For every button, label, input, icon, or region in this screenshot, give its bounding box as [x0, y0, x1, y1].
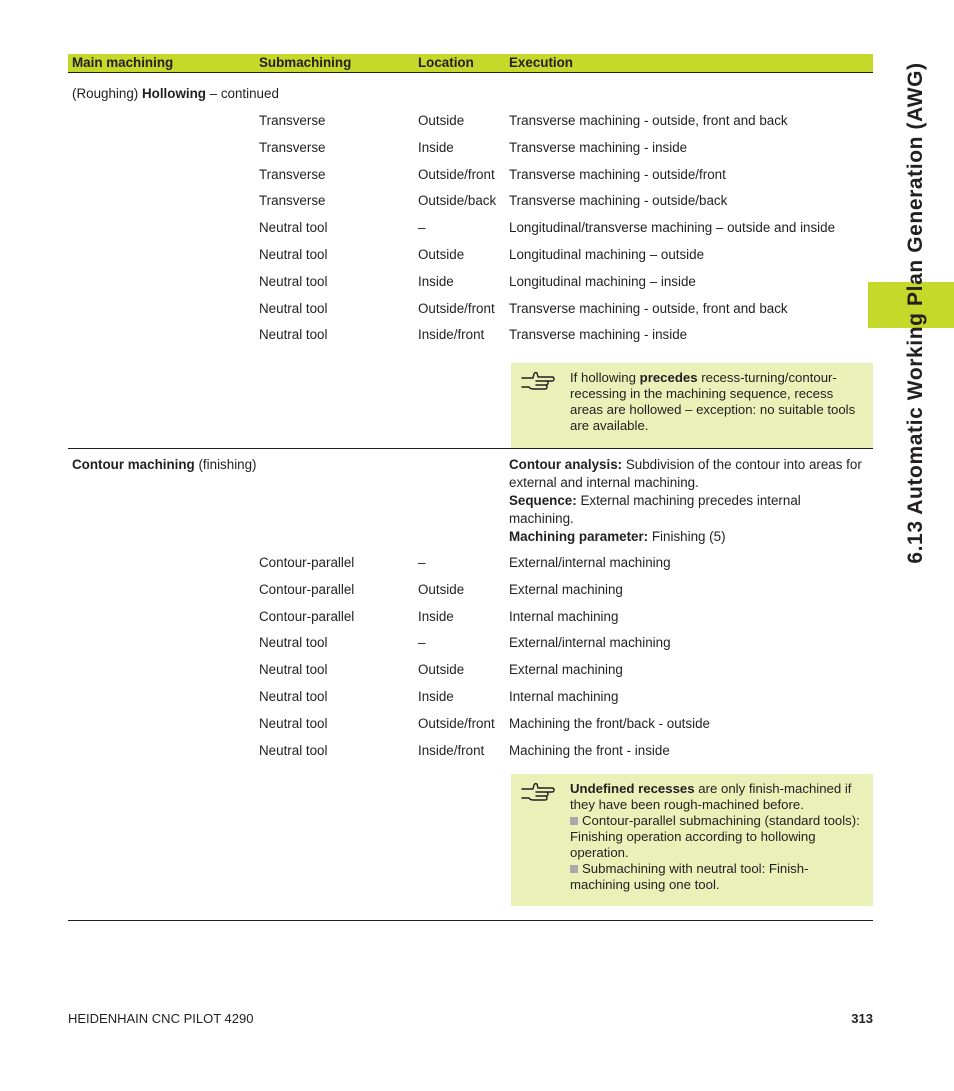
- pointing-hand-icon: [521, 782, 555, 802]
- cell-location: Outside/front: [418, 166, 495, 182]
- cell-submachining: Neutral tool: [259, 327, 328, 343]
- cell-location: –: [418, 635, 426, 651]
- cell-location: –: [418, 555, 426, 570]
- cell-execution: Transverse machining - inside: [509, 327, 688, 343]
- bullet-square: [570, 865, 578, 873]
- section-divider: [68, 448, 873, 449]
- cell-submachining: Neutral tool: [259, 220, 328, 236]
- cell-execution: Internal machining: [509, 689, 619, 704]
- note-contour: [511, 774, 873, 906]
- cell-submachining: Contour-parallel: [259, 608, 355, 624]
- cell-submachining: Transverse: [259, 193, 326, 209]
- header-submachining: Submachining: [259, 55, 352, 70]
- cell-execution: Longitudinal/transverse machining – outside and inside: [509, 220, 836, 236]
- cell-execution: External machining: [509, 662, 623, 678]
- cell-execution: Transverse machining - outside/front: [509, 166, 726, 182]
- bullet-square: [570, 817, 578, 825]
- header-main-machining: Main machining: [72, 55, 174, 70]
- cell-submachining: Neutral tool: [259, 689, 328, 704]
- footer-product: HEIDENHAIN CNC PILOT 4290: [68, 1011, 254, 1026]
- cell-execution: Machining the front - inside: [509, 742, 670, 758]
- table-bottom-rule: [68, 920, 873, 921]
- cell-location: Inside: [418, 273, 454, 289]
- cell-execution: Longitudinal machining – outside: [509, 247, 705, 262]
- cell-location: Inside: [418, 608, 454, 624]
- cell-location: Inside: [418, 139, 454, 155]
- pointing-hand-icon: [521, 371, 555, 391]
- cell-location: Outside: [418, 662, 465, 678]
- cell-execution: Longitudinal machining – inside: [509, 273, 696, 289]
- page-number: 313: [851, 1011, 873, 1026]
- cell-submachining: Transverse: [259, 166, 326, 182]
- cell-execution: Transverse machining - inside: [509, 139, 688, 155]
- table-header: [68, 54, 873, 73]
- cell-location: Outside/front: [418, 300, 495, 316]
- note-hollowing: [511, 363, 873, 449]
- cell-execution: Machining the front/back - outside: [509, 715, 710, 731]
- chapter-title: 6.13 Automatic Working Plan Generation (AWG): [904, 62, 927, 564]
- cell-location: Inside/front: [418, 742, 485, 758]
- cell-execution: Transverse machining - outside, front and back: [509, 113, 788, 128]
- note-hollowing-text: If hollowing precedes recess-turning/contour-recessing in the machining sequence, recess areas are hollowed – exception: no suitable tools are available.: [570, 370, 856, 433]
- cell-submachining: Contour-parallel: [259, 581, 355, 597]
- cell-location: Outside: [418, 113, 465, 128]
- cell-execution: Transverse machining - outside/back: [509, 193, 728, 209]
- header-location: Location: [418, 55, 474, 70]
- cell-location: Outside/back: [418, 193, 497, 209]
- cell-submachining: Neutral tool: [259, 247, 328, 262]
- cell-submachining: Transverse: [259, 113, 326, 128]
- cell-location: Outside: [418, 247, 465, 262]
- header-execution: Execution: [509, 55, 573, 70]
- cell-location: Outside: [418, 581, 465, 597]
- cell-location: –: [418, 220, 426, 236]
- cell-submachining: Neutral tool: [259, 742, 328, 758]
- note-contour-text: Undefined recesses are only finish-machined if they have been rough-machined before. Contour-parallel submachining (standard tools): Finishing operation according to hollowing operation. Submachining with neutral tool: Finish-machining using one tool.: [570, 781, 860, 892]
- section-title-hollowing: (Roughing) Hollowing – continued: [72, 86, 279, 101]
- contour-description: Contour analysis: Subdivision of the contour into areas for external and internal machining. Sequence: External machining precedes internal machining. Machining parameter: Finishing (5): [509, 457, 862, 544]
- cell-location: Inside: [418, 689, 454, 704]
- cell-submachining: Neutral tool: [259, 273, 328, 289]
- cell-submachining: Neutral tool: [259, 715, 328, 731]
- cell-execution: External/internal machining: [509, 635, 671, 651]
- cell-submachining: Contour-parallel: [259, 555, 355, 570]
- cell-execution: Transverse machining - outside, front and back: [509, 300, 788, 316]
- cell-execution: External/internal machining: [509, 555, 671, 570]
- cell-submachining: Neutral tool: [259, 300, 328, 316]
- cell-location: Inside/front: [418, 327, 485, 343]
- cell-submachining: Transverse: [259, 139, 326, 155]
- cell-location: Outside/front: [418, 715, 495, 731]
- section-title-contour: Contour machining (finishing): [72, 457, 257, 472]
- cell-execution: External machining: [509, 581, 623, 597]
- cell-submachining: Neutral tool: [259, 662, 328, 678]
- cell-execution: Internal machining: [509, 608, 619, 624]
- cell-submachining: Neutral tool: [259, 635, 328, 651]
